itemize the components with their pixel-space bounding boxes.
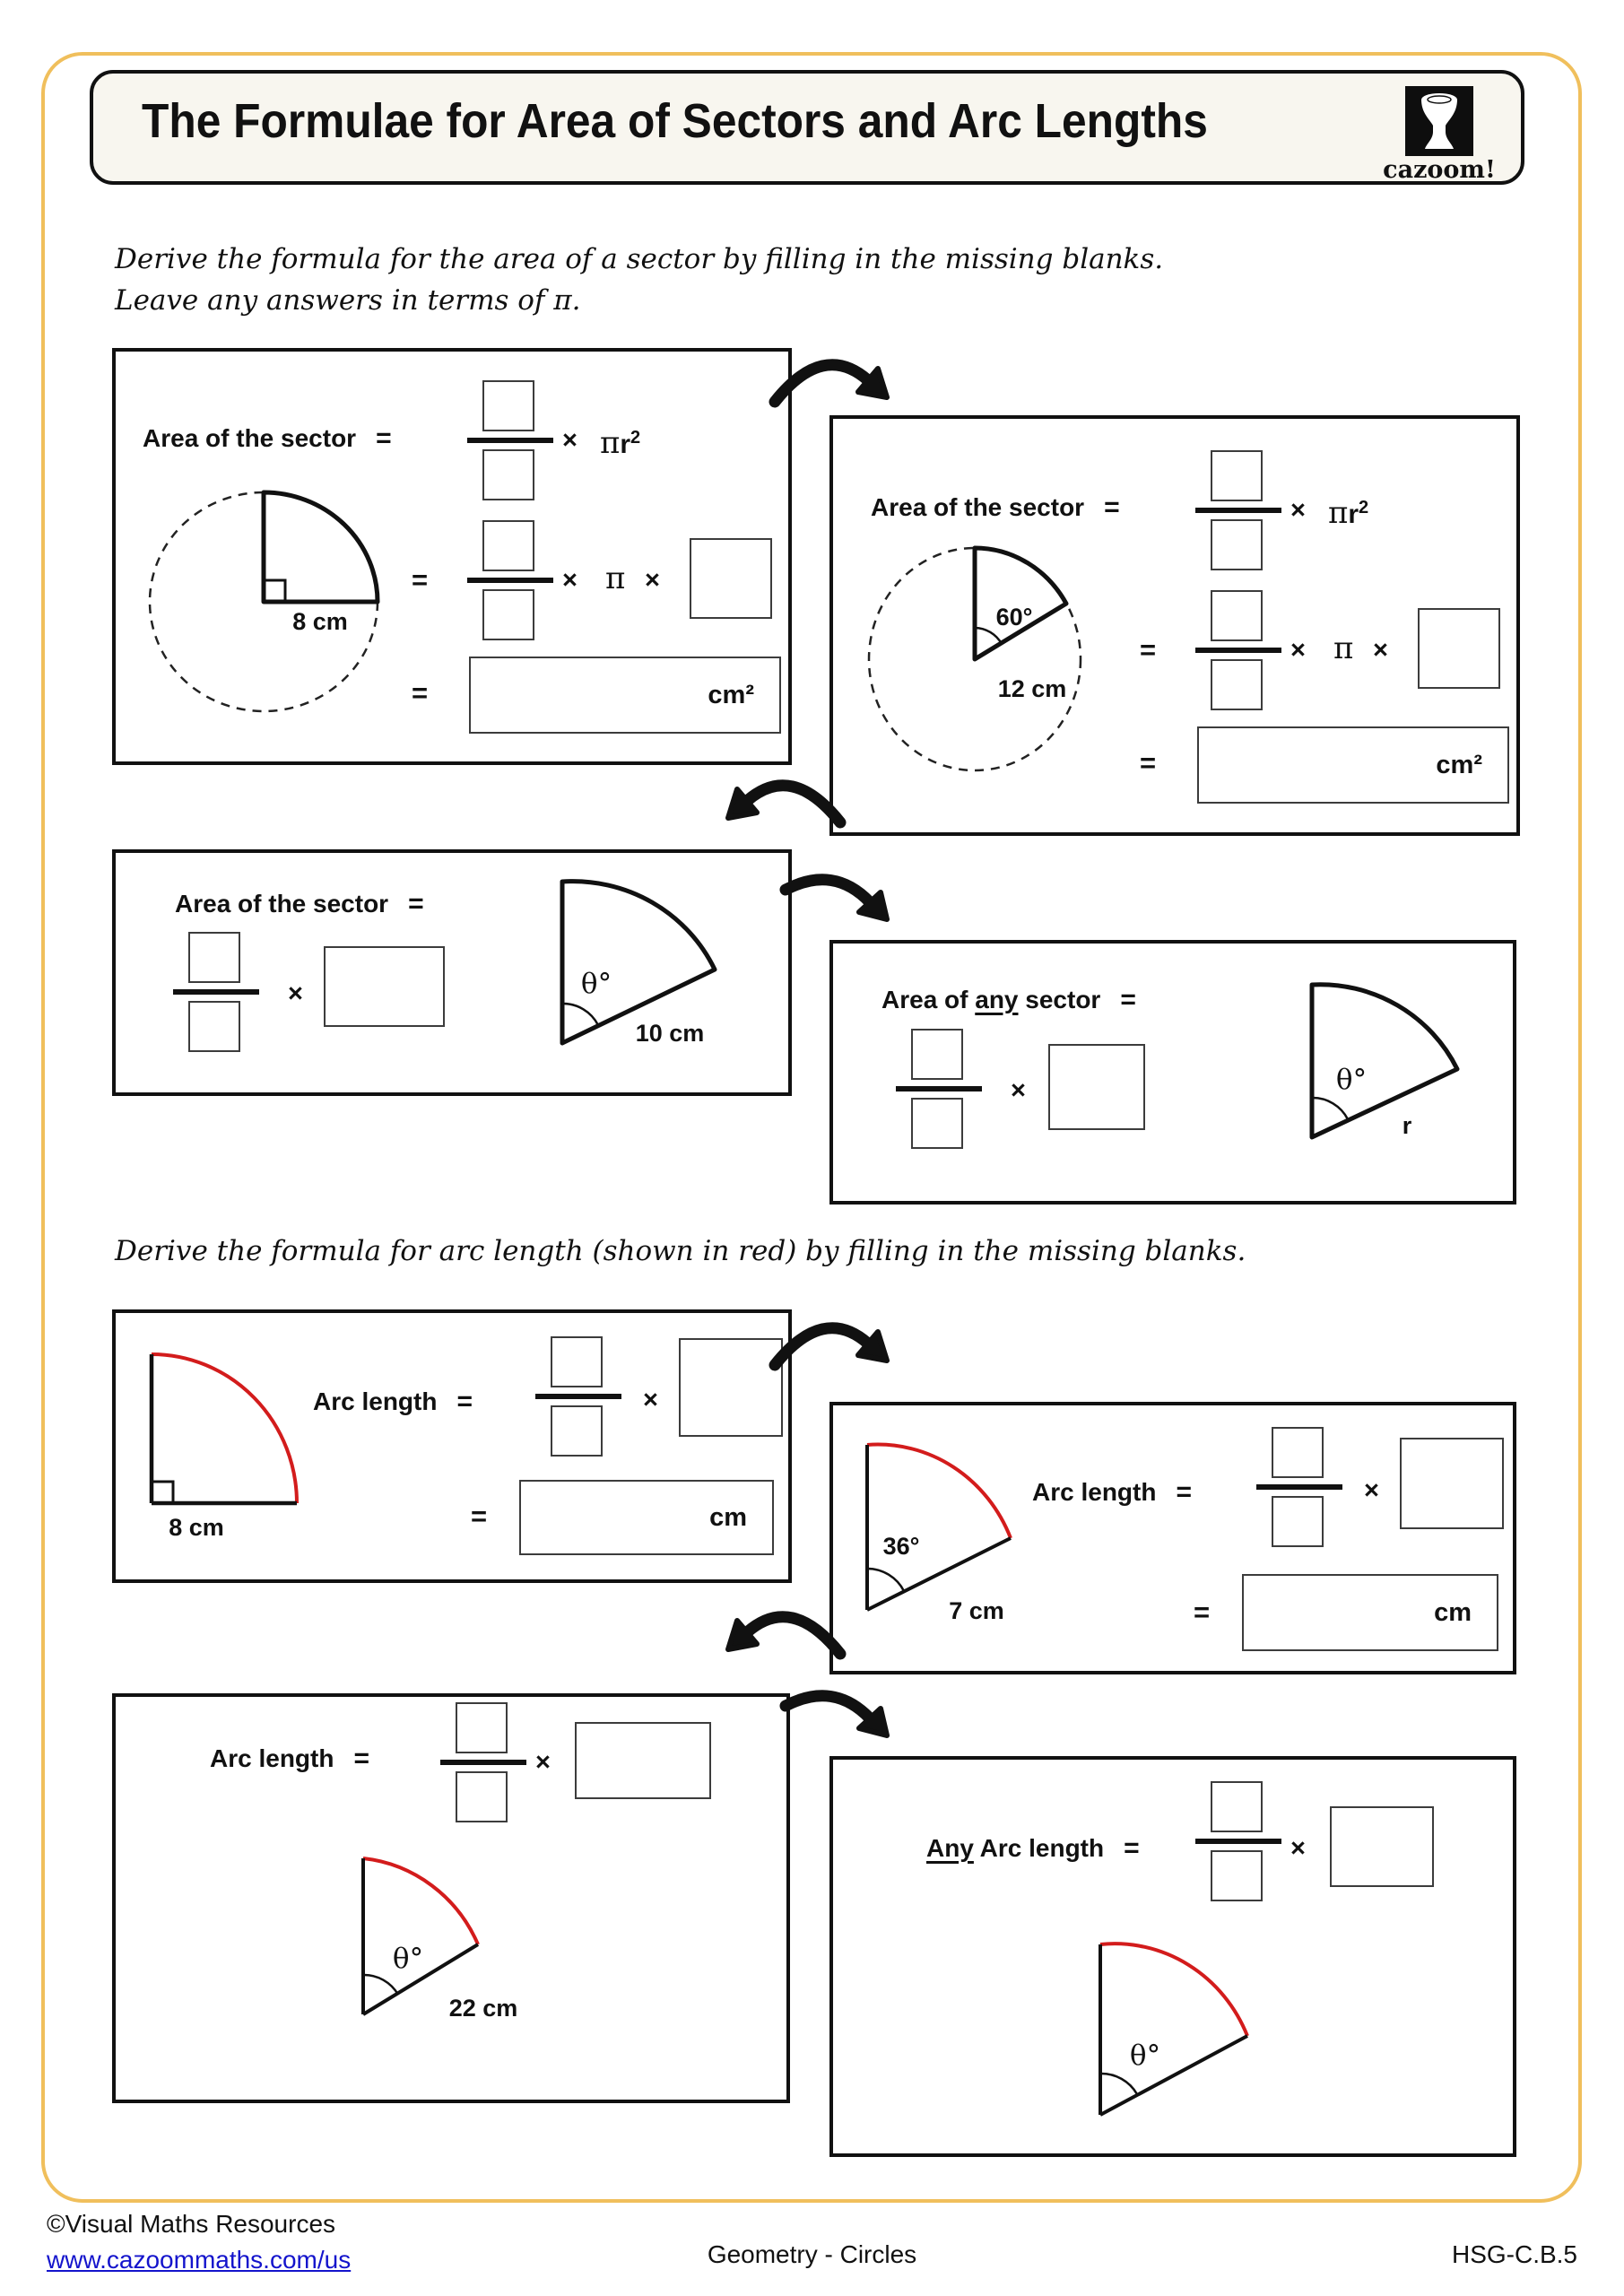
box-label-text: Arc length (973, 1834, 1105, 1862)
box-label (881, 985, 1136, 1015)
cazoom-logo (1405, 86, 1473, 156)
fraction-bar (1195, 508, 1281, 513)
right-angle-mark (152, 1482, 173, 1503)
curved-arrow-icon (768, 346, 902, 431)
answer-blank-numerator[interactable] (482, 520, 534, 571)
fraction-blank (1195, 590, 1281, 710)
equals-sign: = (1124, 1833, 1140, 1863)
box-label-text: Arc length (210, 1744, 334, 1772)
sector-diagram-theta-10cm (491, 867, 769, 1083)
box-label-text: Area of the sector (175, 890, 389, 918)
answer-blank[interactable] (1048, 1044, 1145, 1130)
radius-label: r (1402, 1112, 1412, 1139)
fraction-bar (1195, 648, 1281, 653)
answer-blank-denominator[interactable] (482, 589, 534, 640)
times-sign: × (1364, 1476, 1379, 1505)
answer-blank-denominator[interactable] (1211, 519, 1263, 570)
times-sign: × (1011, 1076, 1026, 1105)
answer-blank-numerator[interactable] (456, 1702, 508, 1753)
fraction-blank (896, 1029, 982, 1149)
squared-exponent: 2 (1359, 498, 1369, 517)
equals-sign: = (1140, 634, 1157, 665)
curved-arrow-icon (777, 1688, 902, 1764)
box-label (1032, 1477, 1192, 1508)
times-sign: × (1290, 1834, 1306, 1863)
angle-label: θ° (1335, 1064, 1368, 1096)
footer-code: HSG-C.B.5 (1451, 2240, 1577, 2268)
answer-blank-numerator[interactable] (1272, 1427, 1324, 1478)
radius-label: 22 cm (448, 1995, 518, 2022)
answer-blank[interactable] (1400, 1438, 1504, 1529)
fraction-blank (173, 932, 259, 1052)
curved-arrow-icon (717, 767, 847, 857)
radius-label: 10 cm (635, 1020, 705, 1047)
angle-label: θ° (580, 968, 612, 1000)
fraction-blank (1195, 1781, 1281, 1901)
footer-category: Geometry - Circles (707, 2240, 917, 2268)
drum-icon (1405, 86, 1473, 156)
panel-area-any-sector (829, 940, 1516, 1205)
radius-label: 12 cm (997, 675, 1067, 702)
fraction-bar (467, 578, 553, 583)
answer-blank[interactable] (324, 946, 445, 1027)
answer-blank-numerator[interactable] (911, 1029, 963, 1080)
radius-label: 8 cm (169, 1514, 224, 1541)
sector-diagram-theta-22cm (329, 1842, 571, 2086)
answer-blank-denominator[interactable] (1211, 659, 1263, 710)
box-label (143, 423, 392, 454)
r-symbol: r (1348, 500, 1359, 529)
sector-diagram-any-r (1217, 965, 1486, 1185)
equals-sign: = (412, 564, 429, 596)
pi-symbol: π (605, 561, 626, 596)
sector-diagram-60deg-12cm (860, 543, 1095, 778)
times-sign: × (288, 979, 303, 1008)
red-arc (1100, 1944, 1247, 2036)
equals-sign: = (376, 423, 392, 453)
pi-symbol: π (1333, 631, 1354, 666)
answer-blank-numerator[interactable] (188, 932, 240, 983)
sector-diagram-any-theta (1064, 1928, 1307, 2154)
answer-blank[interactable] (690, 538, 772, 619)
box-label (926, 1833, 1140, 1864)
times-sign: × (1290, 636, 1306, 665)
angle-label: θ° (392, 1943, 424, 1975)
answer-blank-numerator[interactable] (551, 1336, 603, 1387)
red-arc (867, 1445, 1011, 1538)
pi-r-squared (600, 420, 640, 463)
box-label-underlined: Any (926, 1834, 974, 1862)
box-label-text: Area of (881, 986, 976, 1013)
equals-sign: = (412, 677, 429, 709)
curved-arrow-icon (717, 1598, 847, 1688)
box-label-text: Area of the sector (143, 424, 357, 452)
answer-blank[interactable] (1330, 1806, 1434, 1887)
sector-shape (562, 882, 715, 1043)
logo-text: cazoom! (1383, 156, 1496, 184)
unit-label: cm (1434, 1597, 1472, 1627)
sector-shape (1312, 985, 1457, 1137)
pi-symbol: π (600, 425, 621, 461)
box-label-text: Arc length (1032, 1478, 1157, 1506)
radius-label: 8 cm (292, 608, 348, 635)
equals-sign: = (1140, 747, 1157, 778)
squared-exponent: 2 (630, 428, 641, 448)
answer-blank-denominator[interactable] (911, 1098, 963, 1149)
fraction-bar (1256, 1484, 1342, 1490)
answer-blank-numerator[interactable] (1211, 450, 1263, 501)
footer-copyright: ©Visual Maths Resources (47, 2210, 336, 2238)
fraction-blank (467, 380, 553, 500)
sector-diagram-quarter-red-8cm (139, 1340, 350, 1555)
sector-radii (363, 1858, 478, 2014)
fraction-bar (467, 438, 553, 443)
fraction-bar (535, 1394, 621, 1399)
equals-sign: = (353, 1744, 369, 1773)
box-label (175, 889, 424, 919)
curved-arrow-icon (768, 1309, 902, 1395)
red-arc (363, 1858, 478, 1944)
times-sign: × (535, 1748, 551, 1777)
times-sign: × (643, 1386, 658, 1414)
angle-label: θ° (1129, 2039, 1161, 2072)
sector-diagram-36deg-7cm (855, 1432, 1065, 1648)
panel-arc-length-36deg (829, 1402, 1516, 1674)
unit-label: cm (709, 1502, 747, 1532)
answer-box-with-unit[interactable] (469, 657, 781, 734)
box-label-text: Arc length (313, 1387, 438, 1415)
fraction-blank (1195, 450, 1281, 570)
box-label-text: sector (1018, 986, 1101, 1013)
instruction-arc: Derive the formula for arc length (shown in red) by filling in the missing blanks. (115, 1235, 1246, 1267)
times-sign: × (562, 566, 578, 595)
equals-sign: = (1194, 1596, 1211, 1628)
fraction-bar (896, 1086, 982, 1091)
fraction-blank (1256, 1427, 1342, 1547)
unit-label: cm² (1436, 750, 1482, 779)
box-label (313, 1387, 473, 1417)
panel-area-sector-60deg (829, 415, 1520, 836)
box-label (210, 1744, 369, 1774)
answer-blank-numerator[interactable] (1211, 590, 1263, 641)
fraction-blank (440, 1702, 526, 1822)
fraction-bar (173, 989, 259, 995)
equals-sign: = (1176, 1477, 1192, 1507)
instruction-area-line2: Leave any answers in terms of π. (115, 284, 581, 317)
page-title: The Formulae for Area of Sectors and Arc Lengths (142, 94, 1208, 148)
unit-label: cm² (708, 680, 754, 709)
fraction-blank (535, 1336, 621, 1457)
equals-sign: = (456, 1387, 473, 1416)
sector-radii (1100, 1944, 1247, 2115)
curved-arrow-icon (777, 872, 902, 948)
pi-symbol: π (1328, 495, 1349, 531)
times-sign: × (1290, 496, 1306, 525)
answer-blank-denominator[interactable] (482, 449, 534, 500)
answer-blank-denominator[interactable] (1211, 1850, 1263, 1901)
answer-blank-denominator[interactable] (551, 1405, 603, 1457)
fraction-blank (467, 520, 553, 640)
answer-box-with-unit[interactable] (1242, 1574, 1498, 1651)
answer-box-with-unit[interactable] (519, 1480, 774, 1555)
answer-box-with-unit[interactable] (1197, 726, 1509, 804)
instruction-area-line1: Derive the formula for the area of a sector by filling in the missing blanks. (115, 243, 1164, 275)
instruction-area (115, 239, 1163, 321)
fraction-bar (440, 1760, 526, 1765)
sector-diagram-quarter-8cm (141, 486, 383, 718)
footer-url-link[interactable]: www.cazoommaths.com/us (47, 2246, 352, 2274)
box-label-text: Area of the sector (871, 493, 1085, 521)
times-sign: × (1373, 636, 1388, 665)
panel-any-arc-length (829, 1756, 1516, 2157)
angle-arc-mark (867, 1569, 904, 1591)
answer-blank-denominator[interactable] (188, 1001, 240, 1052)
answer-blank-denominator[interactable] (456, 1771, 508, 1822)
answer-blank[interactable] (1418, 608, 1500, 689)
panel-arc-length-8cm (112, 1309, 792, 1583)
angle-arc-mark (1100, 2074, 1137, 2094)
equals-sign: = (1104, 492, 1120, 522)
equals-sign: = (471, 1500, 488, 1532)
answer-blank-numerator[interactable] (482, 380, 534, 431)
r-symbol: r (620, 430, 631, 459)
radius-label: 7 cm (949, 1597, 1004, 1624)
angle-label: 60° (995, 604, 1033, 631)
answer-blank-denominator[interactable] (1272, 1496, 1324, 1547)
angle-label: 36° (882, 1533, 920, 1560)
sector-radii (867, 1445, 1011, 1610)
equals-sign: = (408, 889, 424, 918)
times-sign: × (645, 566, 660, 595)
box-label-underlined: any (975, 986, 1019, 1013)
fraction-bar (1195, 1839, 1281, 1844)
times-sign: × (562, 426, 578, 455)
panel-area-sector-8cm (112, 348, 792, 765)
angle-arc-mark (363, 1975, 398, 1995)
sector-shape (264, 492, 378, 602)
answer-blank[interactable] (575, 1722, 711, 1799)
box-label (871, 492, 1120, 523)
panel-area-sector-theta-10cm (112, 849, 792, 1096)
answer-blank-numerator[interactable] (1211, 1781, 1263, 1832)
equals-sign: = (1120, 985, 1136, 1014)
pi-r-squared (1328, 490, 1368, 533)
panel-arc-length-theta-22cm (112, 1693, 790, 2103)
